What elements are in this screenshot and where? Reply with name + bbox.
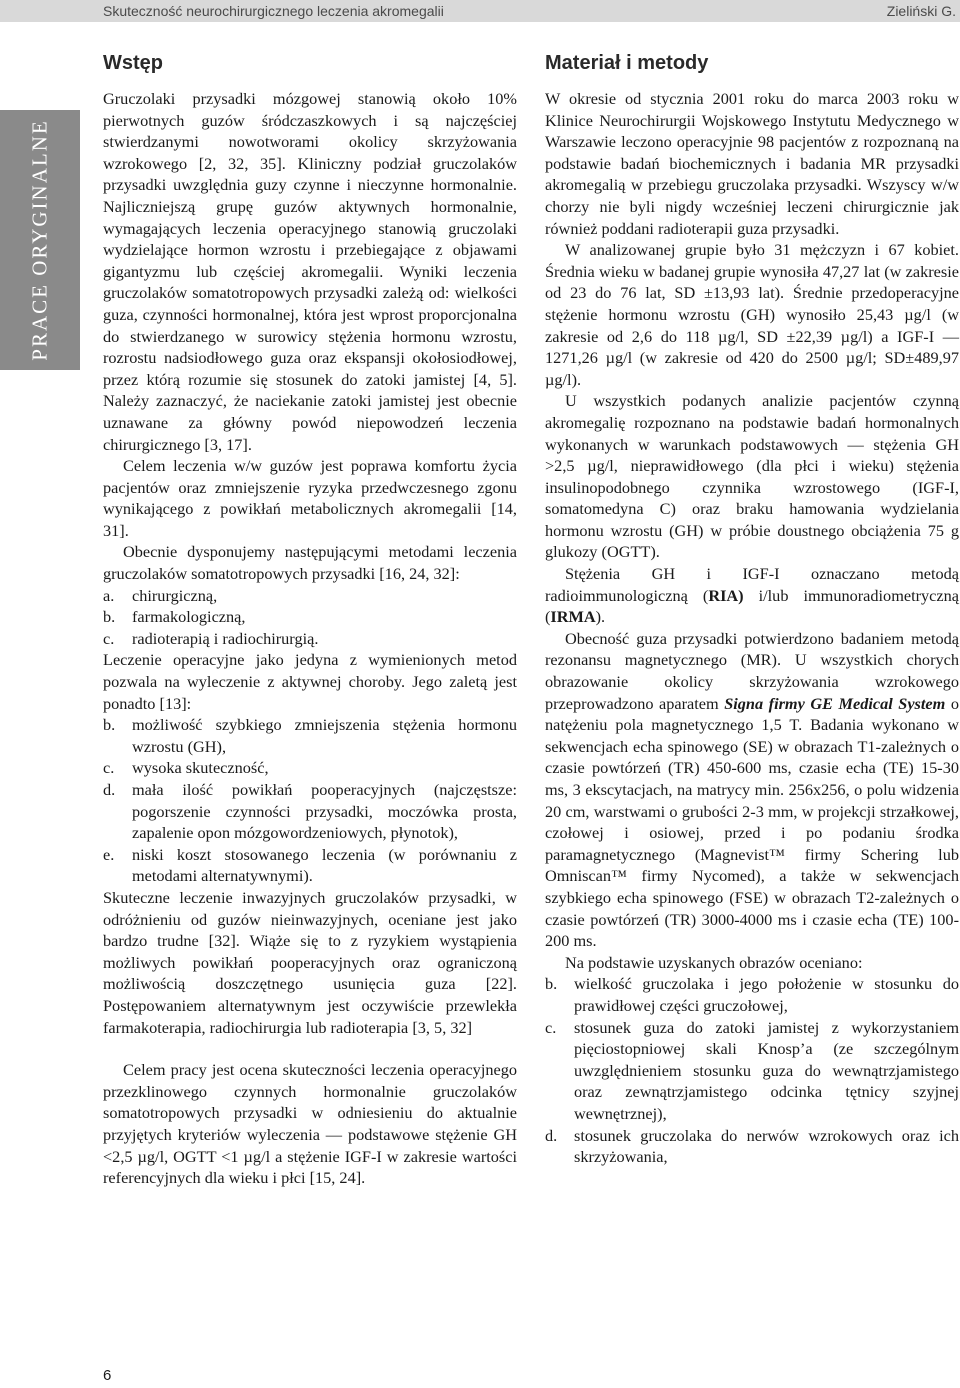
methods-paragraph-2: W analizowanej grupie było 31 mężczyzn i 67 kobiet. Średnia wieku w badanej grupie wynosiła 47,27 lat (w zakresie od 23 do 76 lat, SD ±13,93 lat). Średnie przedoperacyjne stężenie hormonu wzrostu (GH) wynosiło 25,43 µg/l (w zakresie od 2,6 do 118 µg/l, SD ±22,39 µg/l) a IGF-I — 1271,26 µg/l (w zakresie od 420 do 2500 µg/l; SD±489,97 µg/l). [545,240,959,389]
methods-paragraph-1: W okresie od stycznia 2001 roku do marca 2003 roku w Klinice Neurochirurgii Wojskowego Instytutu Medycznego w Warszawie leczono operacyjnie 98 pacjentów z rozpoznaną na podstawie badań biochemicznych i badania MR przysadki akromegalią w przebiegu gruczolaka przysadki. Wszyscy w/w chorzy nie byli nigdy wcześniej leczeni chirurgicznie jak również poddani radioterapii guza przysadki. [545,89,959,238]
list-item: a. chirurgiczną, [103,585,218,605]
intro-paragraph-3: Obecnie dysponujemy następującymi metodami leczenia gruczolaków somatotropowych przysadki [16, 24, 32]: [103,542,517,584]
intro-paragraph-4: Leczenie operacyjne jako jedyna z wymienionych metod pozwala na wyleczenie z aktywnej choroby. Jego zaletą jest ponadto [13]: [103,650,517,713]
intro-paragraph-2: Celem leczenia w/w guzów jest poprawa komfortu życia pacjentów oraz zmniejszenie ryzyka przedwczesnego zgonu wynikającego z powikłań metabolicznych akromegalii [14, 31]. [103,456,517,540]
methods-paragraph-5: Obecność guza przysadki potwierdzono badaniem metodą rezonansu magnetycznego (MR). U wszystkich chorych obrazowanie okolicy skrzyżowania wzrokowego przeprowadzono aparatem Signa firmy GE Medical System o natężeniu pola magnetycznego 1,5 T. Badania wykonano w sekwencjach echa spinowego (SE) w obrazach T1-zależnych o czasie powtórzeń (TR) 450-600 ms, czasie echa (TE) 15-30 ms, 3 ekscytacjach, na matrycy min. 256x256, o polu widzenia 20 cm, warstwami o grubości 2-3 mm, w projekcji strzałkowej, czołowej i osiowej, przed i po podaniu środka paramagnetycznego (Magnevist™ firmy Schering lub Omniscan™ firmy Nycomed), a także w sekwencjach szybkiego echa spinowego (FSE) w obrazach T2-zależnych o czasie powtórzeń (TR) 3000-4000 ms i czasie echa (TE) 100-200 ms. [545,628,959,951]
aim-paragraph: Celem pracy jest ocena skuteczności leczenia operacyjnego przezklinowego czynnych hormonalnie gruczolaków somatotropowych przysadki w odniesieniu do aktualnie przyjętych kryteriów wyleczenia — podstawowe stężenie GH <2,5 µg/l, OGTT <1 µg/l a stężenie IGF-I w zakresie wartości referencyjnych dla wieku i płci [15, 24]. [103,1060,517,1188]
intro-paragraph-5: Skuteczne leczenie inwazyjnych gruczolaków przysadki, w odróżnieniu od guzów nieinwazyjnych, oceniane jest jako bardzo trudne [32]. Wiąże się to z ryzykiem wystąpienia możliwych powikłań pooperacyjnych oraz ograniczoną możliwością doszczętnego usunięcia guza [22]. Postępowaniem alternatywnym jest oczywiście przewlekła farmakoterapia, radiochirurgia lub radioterapia [3, 5, 32] [103,887,517,1037]
criteria-list [545,973,959,1167]
methods-paragraph-3: U wszystkich podanych analizie pacjentów czynną akromegalię rozpoznano na podstawie badań hormonalnych wykonanych w warunkach podstawowych — stężenia GH >2,5 µg/l, nieprawidłowego (dla płci i wieku) stężenia insulinopodobnego czynnika wzrostowego (IGF-I, somatomedyna C) oraz braku hamowania wydzielania hormonu wzrostu (GH) w próbie doustnego obciążenia 75 g glukozy (OGTT). [545,391,959,562]
list-item: c. wysoka skuteczność, [103,758,269,778]
right-column [545,50,959,1168]
advantages-list [103,714,517,887]
methods-paragraph-4: Stężenia GH i IGF-I oznaczano metodą radioimmunologiczną (RIA) i/lub immunoradiometryczną (IRMA). [545,564,959,627]
methods-paragraph-6: Na podstawie uzyskanych obrazów oceniano: [565,952,863,972]
running-header [0,0,960,22]
left-column [103,50,517,1189]
running-title: Skuteczność neurochirurgicznego leczenia akromegalii [103,3,444,19]
intro-heading: Wstęp [103,52,163,74]
list-item: b. wielkość gruczolaka i jego położenie w stosunku do prawidłowej części gruczołowej, [545,974,959,1015]
page-number: 6 [103,1367,112,1384]
running-author: Zieliński G. [886,3,956,19]
section-side-label: PRACE ORYGINALNE [27,119,52,361]
list-item: b. farmakologiczną, [103,607,246,627]
list-item: d. stosunek gruczolaka do nerwów wzrokowych oraz ich skrzyżowania, [545,1125,959,1167]
list-item: c. stosunek guza do zatoki jamistej z wykorzystaniem pięciostopniowej skali Knosp’a (ze szczególnym uwzględnieniem stosunku guza do wewnątrzjamistego oraz zewnątrzjamistego odcinka tętnicy szyjnej wewnętrznej), [545,1017,959,1123]
methods-list [103,585,517,650]
methods-heading: Materiał i metody [545,52,709,74]
intro-paragraph-1: Gruczolaki przysadki mózgowej stanowią około 10% pierwotnych guzów śródczaszkowych i są najczęściej stwierdzanymi nowotworami okolicy skrzyżowania wzrokowego [2, 32, 35]. Kliniczny podział gruczolaków przysadki uwzględnia guzy czynne i nieczynne hormonalnie. Najliczniejszą grupę guzów aktywnych hormonalnie, wymagających leczenia operacyjnego stanowią gruczolaki wydzielające hormon wzrostu i przebiegające z objawami gigantyzmu lub częściej akromegalii. Wyniki leczenia gruczolaków somatotropowych przysadki zależą od: wielkości guza, czynności hormonalnej, która jest wprost proporcjonalna do stwierdzanego w surowicy stężenia hormonu wzrostu, rozrostu nadsiodłowego guza oraz ekspansji okołosiodłowej, przez którą rozumie się stosunek do zatoki jamistej [4, 5]. Należy zaznaczyć, że naciekanie zatoki jamistej jest obecnie uznawane za główny powód niepowodzeń leczenia chirurgicznego [3, 17]. [103,89,517,454]
list-item: b. możliwość szybkiego zmniejszenia stężenia hormonu wzrostu (GH), [103,715,517,756]
list-item: d. mała ilość powikłań pooperacyjnych (najczęstsze: pogorszenie czynności przysadki, moczówka prosta, zapalenie opon mózgowordzeniowych, płynotok), [103,780,517,843]
list-item: c. radioterapią i radiochirurgią. [103,628,319,648]
list-item: e. niski koszt stosowanego leczenia (w porównaniu z metodami alternatywnymi). [103,844,517,886]
section-side-band [0,110,80,370]
